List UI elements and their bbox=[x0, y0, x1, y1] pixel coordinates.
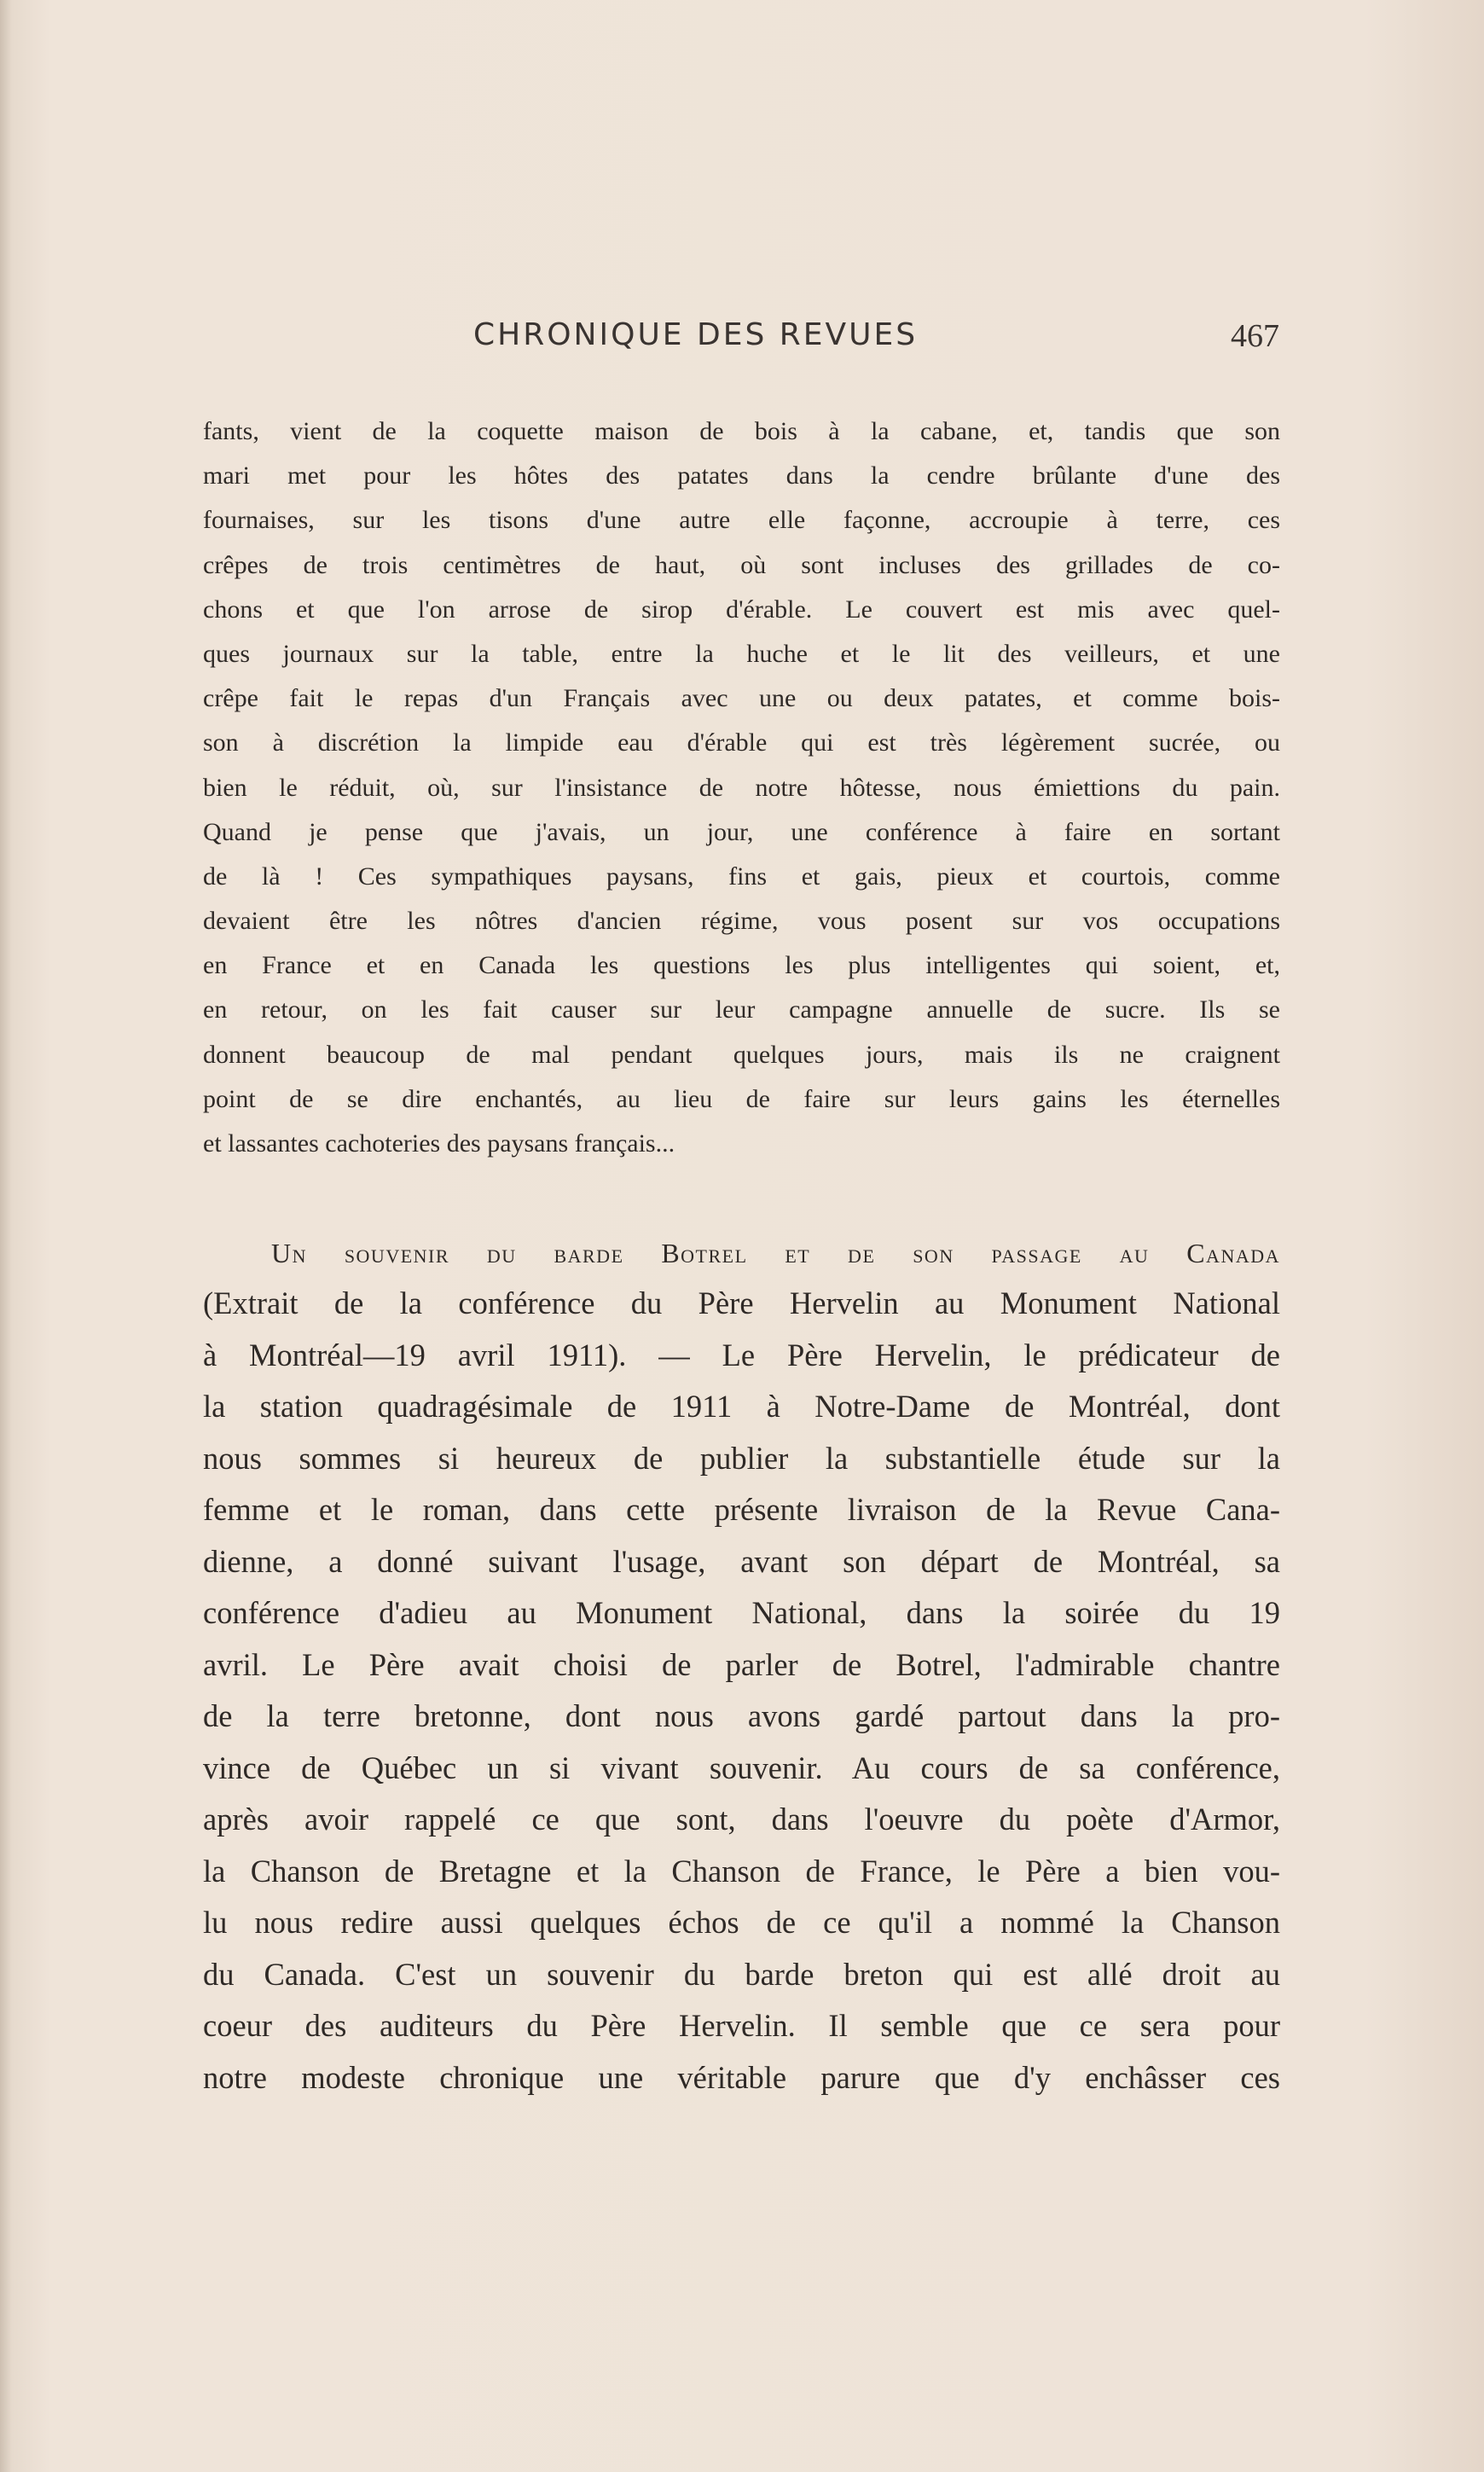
text-line: son à discrétion la limpide eau d'érable qui est très légèrement sucrée, ou bbox=[203, 728, 1280, 757]
text-line: en France et en Canada les questions les plus intelligentes qui soient, et, bbox=[203, 951, 1280, 980]
text-line: crêpe fait le repas d'un Français avec une ou deux patates, et comme bois- bbox=[203, 684, 1280, 713]
text-line: avril. Le Père avait choisi de parler de Botrel, l'admirable chantre bbox=[203, 1646, 1280, 1682]
text-line: point de se dire enchantés, au lieu de faire sur leurs gains les éternelles bbox=[203, 1084, 1280, 1113]
paragraph-botrel bbox=[203, 1228, 1280, 2104]
text-line: conférence d'adieu au Monument National, dans la soirée du 19 bbox=[203, 1595, 1280, 1630]
text-line: Quand je pense que j'avais, un jour, une conférence à faire en sortant bbox=[203, 817, 1280, 846]
text-line: vince de Québec un si vivant souvenir. Au cours de sa conférence, bbox=[203, 1750, 1280, 1785]
text-line: de là ! Ces sympathiques paysans, fins et gais, pieux et courtois, comme bbox=[203, 862, 1280, 891]
text-line: nous sommes si heureux de publier la substantielle étude sur la bbox=[203, 1440, 1280, 1476]
text-line: après avoir rappelé ce que sont, dans l'oeuvre du poète d'Armor, bbox=[203, 1802, 1280, 1837]
text-line: coeur des auditeurs du Père Hervelin. Il semble que ce sera pour bbox=[203, 2008, 1280, 2043]
text-line: la Chanson de Bretagne et la Chanson de France, le Père a bien vou- bbox=[203, 1853, 1280, 1889]
text-line: de la terre bretonne, dont nous avons gardé partout dans la pro- bbox=[203, 1698, 1280, 1733]
text-line: du Canada. C'est un souvenir du barde breton qui est allé droit au bbox=[203, 1956, 1280, 1992]
running-title: CHRONIQUE DES REVUES bbox=[473, 317, 919, 352]
text-line: (Extrait de la conférence du Père Hervelin au Monument National bbox=[203, 1285, 1280, 1320]
text-line: et lassantes cachoteries des paysans français... bbox=[203, 1129, 675, 1158]
text-line: fournaises, sur les tisons d'une autre elle façonne, accroupie à terre, ces bbox=[203, 506, 1280, 535]
text-line: dienne, a donné suivant l'usage, avant son départ de Montréal, sa bbox=[203, 1543, 1280, 1579]
paragraph-sugar-shack bbox=[203, 409, 1280, 1166]
text-line: devaient être les nôtres d'ancien régime, vous posent sur vos occupations bbox=[203, 907, 1280, 936]
text-line: fants, vient de la coquette maison de bois à la cabane, et, tandis que son bbox=[203, 417, 1280, 445]
page-number: 467 bbox=[1231, 318, 1279, 354]
section-heading: Un souvenir du barde Botrel et de son passage au Canada bbox=[271, 1238, 1280, 1268]
text-line: notre modeste chronique une véritable parure que d'y enchâsser ces bbox=[203, 2059, 1280, 2095]
text-line: chons et que l'on arrose de sirop d'érable. Le couvert est mis avec quel- bbox=[203, 595, 1280, 624]
text-line: à Montréal—19 avril 1911). — Le Père Hervelin, le prédicateur de bbox=[203, 1337, 1280, 1372]
text-line: femme et le roman, dans cette présente livraison de la Revue Cana- bbox=[203, 1492, 1280, 1527]
text-line: en retour, on les fait causer sur leur campagne annuelle de sucre. Ils se bbox=[203, 995, 1280, 1024]
text-line: lu nous redire aussi quelques échos de ce qu'il a nommé la Chanson bbox=[203, 1905, 1280, 1940]
text-line: la station quadragésimale de 1911 à Notre-Dame de Montréal, dont bbox=[203, 1389, 1280, 1424]
text-line: mari met pour les hôtes des patates dans la cendre brûlante d'une des bbox=[203, 461, 1280, 490]
text-line: donnent beaucoup de mal pendant quelques jours, mais ils ne craignent bbox=[203, 1040, 1280, 1069]
running-head bbox=[205, 317, 1279, 360]
text-line: bien le réduit, où, sur l'insistance de notre hôtesse, nous émiettions du pain. bbox=[203, 773, 1280, 802]
text-line: ques journaux sur la table, entre la huche et le lit des veilleurs, et une bbox=[203, 639, 1280, 668]
text-line: crêpes de trois centimètres de haut, où sont incluses des grillades de co- bbox=[203, 550, 1280, 579]
